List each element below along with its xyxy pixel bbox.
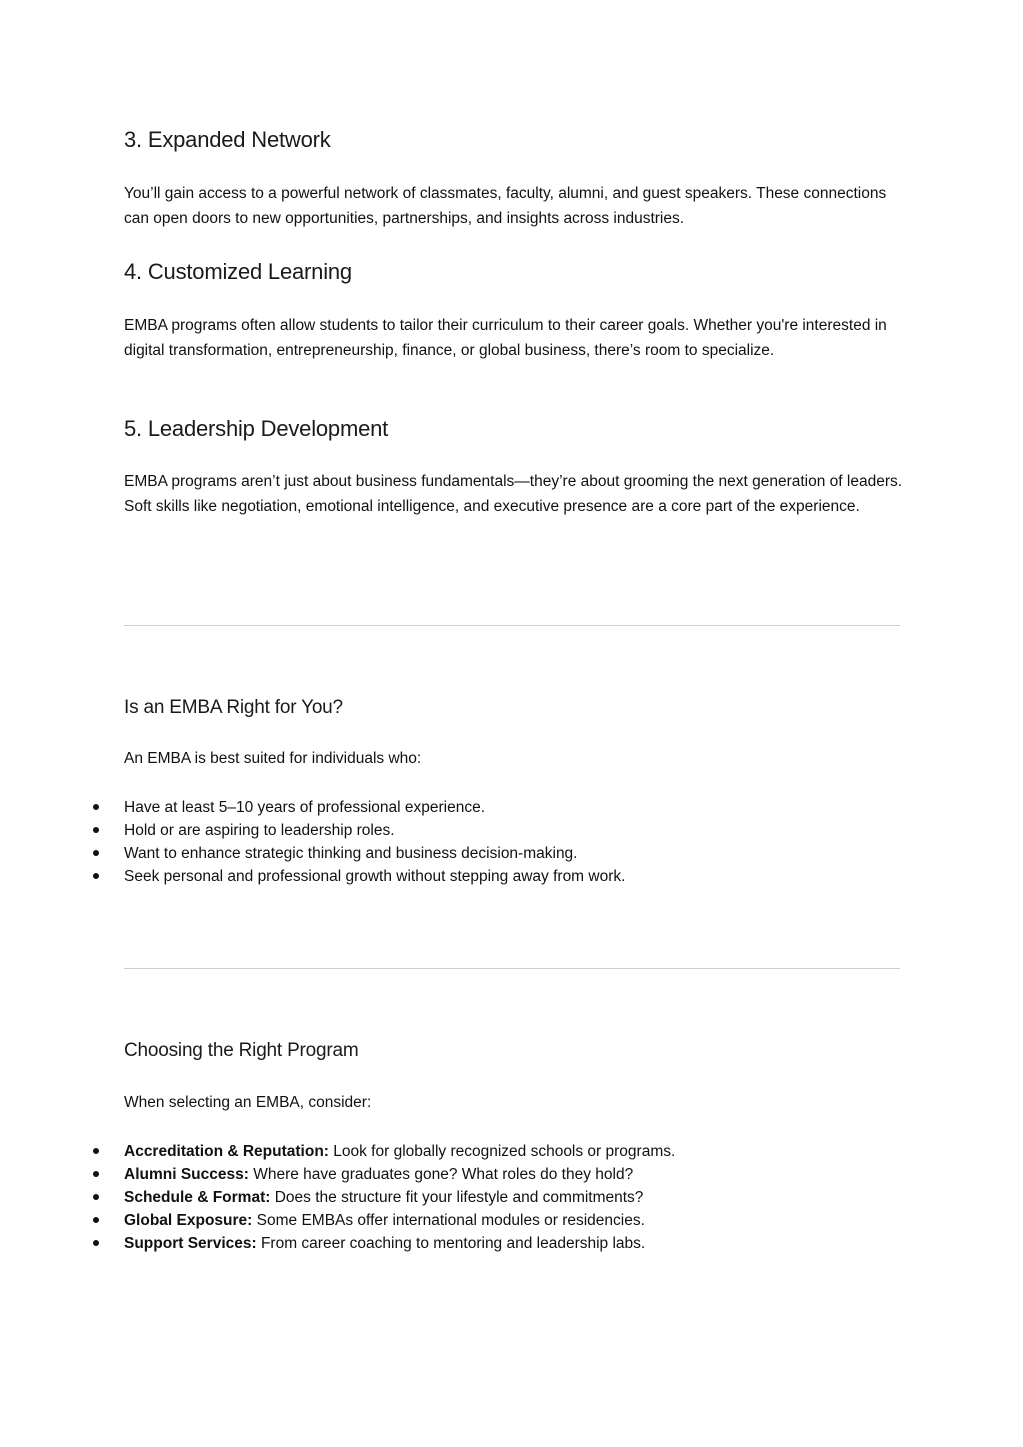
intro-right-for-you: An EMBA is best suited for individuals who: (124, 750, 422, 767)
list-item (0, 1140, 1023, 1163)
bullet-icon (93, 1148, 99, 1154)
list-item-text: Have at least 5–10 years of professional experience. (124, 799, 486, 816)
section-heading-expanded-network: 3. Expanded Network (124, 127, 331, 152)
list-item-label: Global Exposure: (124, 1212, 253, 1229)
list-item (0, 1209, 1023, 1232)
section-body-customized-learning: EMBA programs often allow students to tailor their curriculum to their career goals. Whether you're interested in digital transformation, entrepreneurship, finance, or global business, there’s room to specialize. (124, 317, 887, 359)
list-item-label: Schedule & Format: (124, 1189, 271, 1206)
section-heading-leadership-development: 5. Leadership Development (124, 416, 389, 441)
list-item (0, 1186, 1023, 1209)
list-item-text: Where have graduates gone? What roles do they hold? (248, 1166, 634, 1183)
section-body-expanded-network: You’ll gain access to a powerful network of classmates, faculty, alumni, and guest speakers. These connections can open doors to new opportunities, partnerships, and insights across industries. (124, 185, 887, 227)
bullet-icon (93, 850, 99, 856)
list-item-label: Support Services: (124, 1235, 257, 1252)
heading-right-for-you: Is an EMBA Right for You? (124, 697, 343, 718)
section-heading-customized-learning: 4. Customized Learning (124, 259, 352, 284)
heading-choosing-program: Choosing the Right Program (124, 1040, 359, 1061)
bullet-icon (93, 1217, 99, 1223)
bullet-icon (93, 827, 99, 833)
list-item-text: Want to enhance strategic thinking and business decision-making. (124, 845, 578, 862)
list-item-label: Alumni Success: (124, 1166, 249, 1183)
list-item-text: Seek personal and professional growth without stepping away from work. (124, 868, 626, 885)
section-body-leadership-development: EMBA programs aren’t just about business fundamentals—they’re about grooming the next generation of leaders. Soft skills like negotiation, emotional intelligence, and executive presence are a core part of the experience. (124, 473, 903, 515)
bullet-icon (93, 804, 99, 810)
list-item-text: Does the structure fit your lifestyle and commitments? (270, 1189, 644, 1206)
bullet-icon (93, 873, 99, 879)
list-item (0, 796, 1023, 819)
list-item (0, 842, 1023, 865)
bullet-icon (93, 1171, 99, 1177)
list-item-text: From career coaching to mentoring and leadership labs. (256, 1235, 646, 1252)
list-item-text: Look for globally recognized schools or programs. (328, 1143, 676, 1160)
list-item (0, 865, 1023, 888)
list-item-label: Accreditation & Reputation: (124, 1143, 329, 1160)
intro-choosing-program: When selecting an EMBA, consider: (124, 1094, 372, 1111)
bullet-icon (93, 1194, 99, 1200)
horizontal-divider (124, 968, 900, 969)
list-item-text: Hold or are aspiring to leadership roles. (124, 822, 395, 839)
list-item (0, 1232, 1023, 1255)
list-item (0, 1163, 1023, 1186)
list-right-for-you (0, 796, 1023, 888)
list-choosing-program (0, 1140, 1023, 1255)
list-item (0, 819, 1023, 842)
horizontal-divider (124, 625, 900, 626)
list-item-text: Some EMBAs offer international modules or residencies. (252, 1212, 645, 1229)
bullet-icon (93, 1240, 99, 1246)
